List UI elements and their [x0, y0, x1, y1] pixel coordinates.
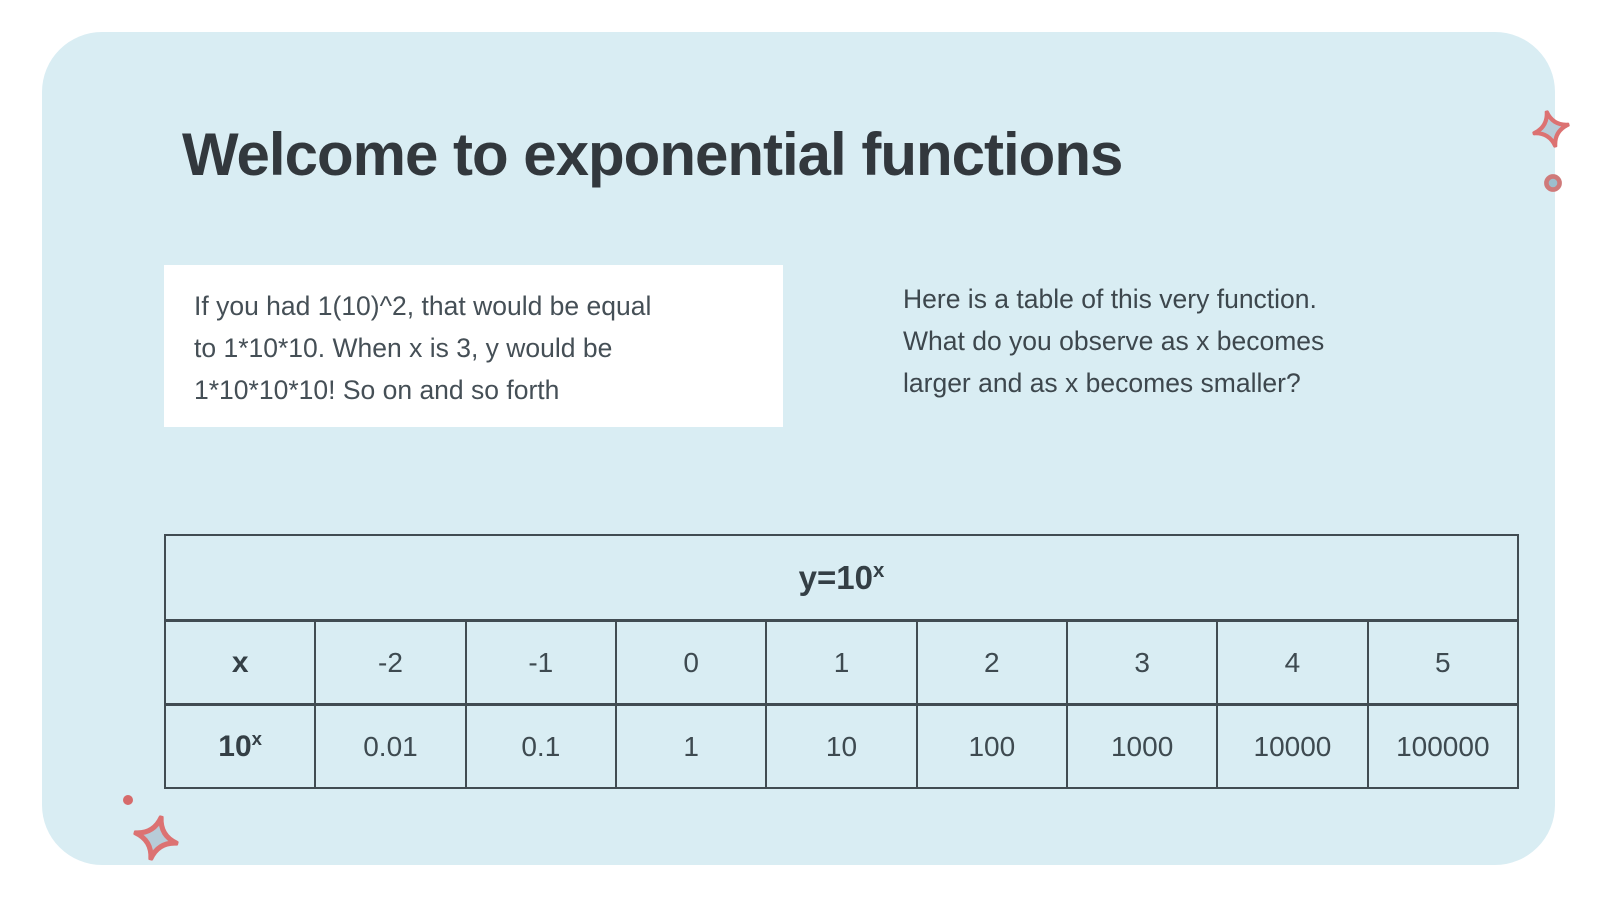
question-line: What do you observe as x becomes	[903, 326, 1325, 356]
table-row-10x	[165, 705, 1518, 788]
y-value-cell: 0.1	[466, 705, 616, 788]
y-value-cell: 10	[766, 705, 916, 788]
y-value-cell: 10000	[1217, 705, 1367, 788]
table-title-row	[165, 535, 1518, 621]
x-value-cell: -2	[315, 621, 465, 705]
question-line: Here is a table of this very function.	[903, 284, 1317, 314]
y-value-cell: 0.01	[315, 705, 465, 788]
y-value-cell: 1000	[1067, 705, 1217, 788]
question-text	[903, 278, 1324, 404]
row-label-x: x	[165, 621, 315, 705]
small-dot-icon	[122, 794, 134, 806]
x-value-cell: 0	[616, 621, 766, 705]
table-title-base: y=10	[798, 558, 873, 596]
explanation-box	[164, 265, 783, 427]
explanation-line: to 1*10*10. When x is 3, y would be	[194, 333, 613, 363]
y-value-cell: 100000	[1368, 705, 1518, 788]
sparkle-star-icon	[1528, 106, 1574, 152]
x-value-cell: 5	[1368, 621, 1518, 705]
row-label-10x	[165, 705, 315, 788]
x-value-cell: 2	[917, 621, 1067, 705]
function-table	[164, 534, 1519, 789]
row-label-exponent: x	[251, 727, 263, 749]
x-value-cell: 3	[1067, 621, 1217, 705]
explanation-line: If you had 1(10)^2, that would be equal	[194, 291, 652, 321]
y-value-cell: 100	[917, 705, 1067, 788]
x-value-cell: 4	[1217, 621, 1367, 705]
x-value-cell: 1	[766, 621, 916, 705]
sparkle-star-icon	[128, 810, 184, 866]
table-row-x	[165, 621, 1518, 705]
row-label-base: 10	[218, 729, 252, 763]
x-value-cell: -1	[466, 621, 616, 705]
page-title: Welcome to exponential functions	[182, 121, 1123, 188]
table-title-cell	[165, 535, 1518, 621]
table-title-exponent: x	[872, 558, 885, 582]
ring-circle-icon	[1543, 173, 1563, 193]
question-line: larger and as x becomes smaller?	[903, 368, 1301, 398]
slide-card	[42, 32, 1555, 865]
explanation-line: 1*10*10*10! So on and so forth	[194, 375, 560, 405]
y-value-cell: 1	[616, 705, 766, 788]
